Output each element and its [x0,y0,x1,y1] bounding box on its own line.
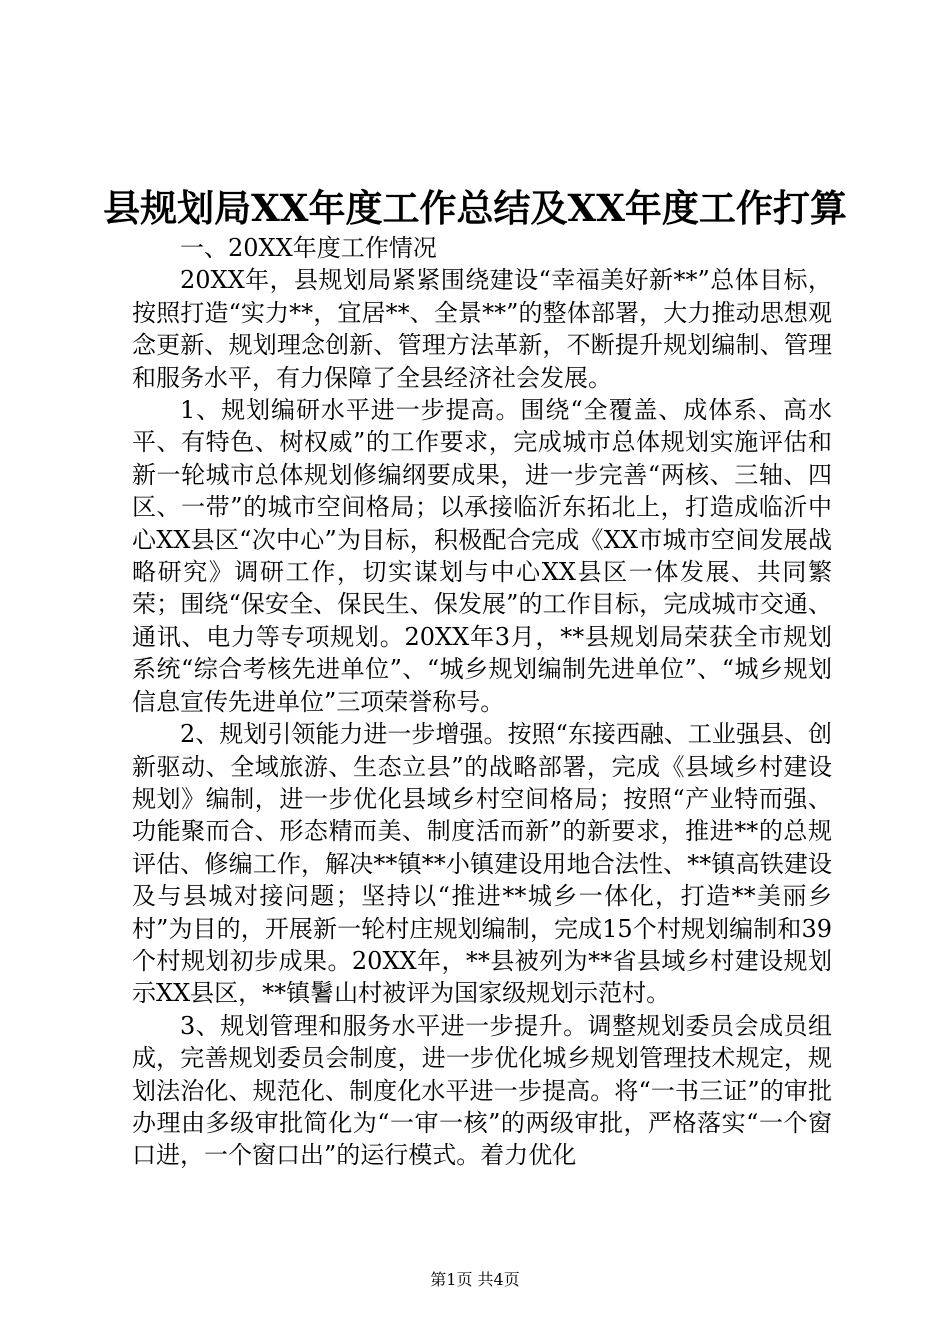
body-paragraph-intro: 20XX年，县规划局紧紧围绕建设“幸福美好新**”总体目标，按照打造“实力**，宜居**、全景**”的整体部署，大力推动思想观念更新、规划理念创新、管理方法革新，不断提升规划编制、管理和服务水平，有力保障了全县经济社会发展。 [132,266,832,392]
document-title: 县规划局XX年度工作总结及XX年度工作打算 [103,186,847,230]
section-heading: 一、20XX年度工作情况 [180,234,437,262]
page-footer: 第1页 共4页 [430,1270,520,1289]
body-paragraph-item-2: 2、规划引领能力进一步增强。按照“东接西融、工业强县、创新驱动、全域旅游、生态立县”的战略部署，完成《县域乡村建设规划》编制，进一步优化县域乡村空间格局；按照“产业特而强、功能聚而合、形态精而美、制度活而新”的新要求，推进**的总规评估、修编工作，解决**镇**小镇建设用地合法性、**镇高铁建设及与县城对接问题；坚持以“推进**城乡一体化，打造**美丽乡村”为目的，开展新一轮村庄规划编制，完成15个村规划编制和39个村规划初步成果。20XX年，**县被列为**省县域乡村建设规划示XX县区，**镇鬐山村被评为国家级规划示范村。 [132,720,832,1008]
document-body [132,232,832,1172]
body-paragraph-item-3: 3、规划管理和服务水平进一步提升。调整规划委员会成员组成，完善规划委员会制度，进一步优化城乡规划管理技术规定，规划法治化、规范化、制度化水平进一步提高。将“一书三证”的审批办理由多级审批简化为“一审一核”的两级审批，严格落实“一个窗口进，一个窗口出”的运行模式。着力优化 [132,1011,832,1170]
body-paragraph-item-1: 1、规划编研水平进一步提高。围绕“全覆盖、成体系、高水平、有特色、树权威”的工作要求，完成城市总体规划实施评估和新一轮城市总体规划修编纲要成果，进一步完善“两核、三轴、四区、一带”的城市空间格局；以承接临沂东拓北上，打造成临沂中心XX县区“次中心”为目标，积极配合完成《XX市城市空间发展战略研究》调研工作，切实谋划与中心XX县区一体发展、共同繁荣；围绕“保安全、保民生、保发展”的工作目标，完成城市交通、通讯、电力等专项规划。20XX年3月，**县规划局荣获全市规划系统“综合考核先进单位”、“城乡规划编制先进单位”、“城乡规划信息宣传先进单位”三项荣誉称号。 [132,396,832,716]
